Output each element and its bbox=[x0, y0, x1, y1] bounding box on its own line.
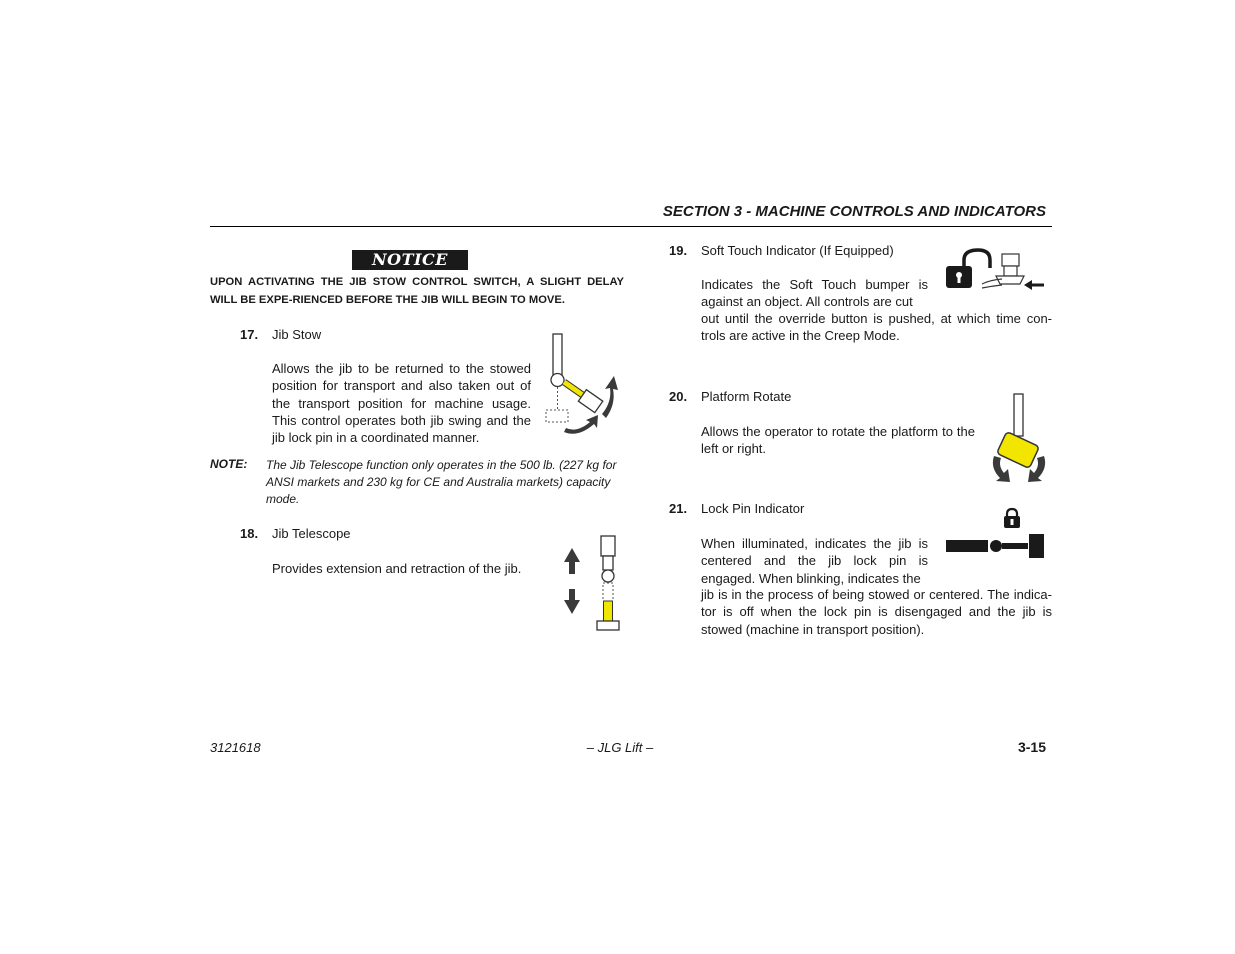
item-20-description: Allows the operator to rotate the platform to the left or right. bbox=[701, 424, 975, 457]
platform-rotate-icon bbox=[986, 392, 1052, 484]
item-19-description-short: Indicates the Soft Touch bumper is against an object. All controls are cut bbox=[701, 277, 928, 310]
soft-touch-icon bbox=[944, 246, 1048, 292]
item-18-number: 18. bbox=[240, 526, 259, 541]
footer-page-number: 3-15 bbox=[1017, 739, 1046, 755]
note-text: The Jib Telescope function only operates in the 500 lb. (227 kg for ANSI markets and 230 kg for CE and Australia markets) capacity mode. bbox=[266, 458, 617, 506]
item-17-number: 17. bbox=[240, 327, 259, 342]
item-17-title: Jib Stow bbox=[272, 327, 322, 342]
note-label: NOTE: bbox=[210, 457, 248, 471]
item-21-number: 21. bbox=[669, 501, 688, 516]
item-19-description-rest: out until the override button is pushed, at which time con-trols are active in the Creep Mode. bbox=[701, 311, 1052, 344]
item-21-description-rest: jib is in the process of being stowed or centered. The indica-tor is off when the lock pin is disengaged and the jib is stowed (machine in transport position). bbox=[701, 587, 1052, 637]
jib-stow-icon bbox=[542, 332, 622, 442]
item-18-description: Provides extension and retraction of the jib. bbox=[272, 561, 522, 576]
footer-center: – JLG Lift – bbox=[586, 740, 654, 755]
footer-doc-number: 3121618 bbox=[210, 740, 261, 755]
notice-text: UPON ACTIVATING THE JIB STOW CONTROL SWITCH, A SLIGHT DELAY WILL BE EXPE-RIENCED BEFORE THE JIB WILL BEGIN TO MOVE. bbox=[210, 276, 624, 306]
item-19-number: 19. bbox=[669, 243, 688, 258]
item-20-number: 20. bbox=[669, 389, 688, 404]
lock-pin-icon bbox=[944, 507, 1048, 559]
jib-telescope-icon bbox=[560, 534, 624, 634]
item-17-description: Allows the jib to be returned to the stowed position for transport and also taken out of the transport position for machine usage. This control operates both jib swing and the jib lock pin in a coordinated manner. bbox=[272, 361, 531, 446]
item-19-title: Soft Touch Indicator (If Equipped) bbox=[701, 243, 894, 258]
item-21-title: Lock Pin Indicator bbox=[701, 501, 805, 516]
section-title: SECTION 3 - MACHINE CONTROLS AND INDICATORS bbox=[662, 203, 1046, 220]
item-20-title: Platform Rotate bbox=[701, 389, 792, 404]
header-rule bbox=[210, 226, 1052, 227]
item-18-title: Jib Telescope bbox=[272, 526, 351, 541]
notice-badge: NOTICE bbox=[352, 250, 468, 270]
item-21-description-short: When illuminated, indicates the jib is centered and the jib lock pin is engaged. When blinking, indicates the bbox=[701, 536, 928, 586]
